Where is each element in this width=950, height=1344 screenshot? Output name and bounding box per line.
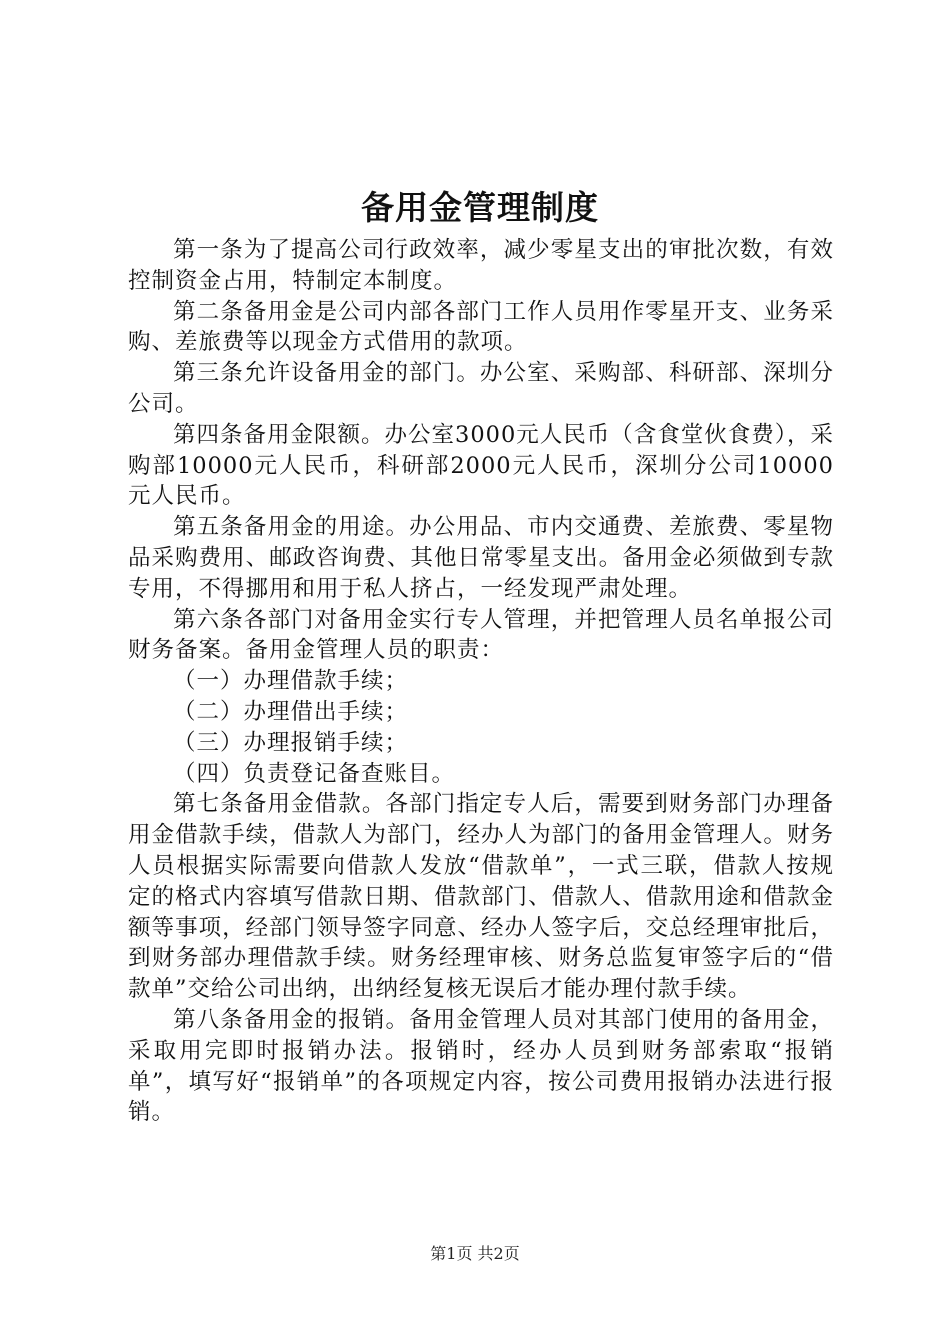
article-6: 第六条各部门对备用金实行专人管理，并把管理人员名单报公司财务备案。备用金管理人员的职责： [128,606,834,664]
article-5: 第五条备用金的用途。办公用品、市内交通费、差旅费、零星物品采购费用、邮政咨询费、其他日常零星支出。备用金必须做到专款专用，不得挪用和用于私人挤占，一经发现严肃处理。 [128,514,834,602]
article-1: 第一条为了提高公司行政效率，减少零星支出的审批次数，有效控制资金占用，特制定本制度。 [128,237,834,294]
article-3: 第三条允许设备用金的部门。办公室、采购部、科研部、深圳分公司。 [128,360,834,417]
duty-item-1: （一）办理借款手续； [173,668,409,695]
document-title: 备用金管理制度 [361,188,599,227]
duty-item-3: （三）办理报销手续； [173,729,409,756]
duty-item-2: （二）办理借出手续； [173,698,409,725]
article-8: 第八条备用金的报销。备用金管理人员对其部门使用的备用金，采取用完即时报销办法。报销时，经办人员到财务部索取“报销单”，填写好“报销单”的各项规定内容，按公司费用报销办法进行报销。 [128,1006,834,1126]
document-body [128,235,834,1128]
duty-item-4: （四）负责登记备查账目。 [173,760,456,787]
page-footer: 第1页 共2页 [430,1244,520,1263]
article-7: 第七条备用金借款。各部门指定专人后，需要到财务部门办理备用金借款手续，借款人为部门，经办人为部门的备用金管理人。财务人员根据实际需要向借款人发放“借款单”，一式三联，借款人按规定的格式内容填写借款日期、借款部门、借款人、借款用途和借款金额等事项，经部门领导签字同意、经办人签字后，交总经理审批后，到财务部办理借款手续。财务经理审核、财务总监复审签字后的“借款单”交给公司出纳，出纳经复核无误后才能办理付款手续。 [128,791,834,1003]
article-4: 第四条备用金限额。办公室3000元人民币（含食堂伙食费），采购部10000元人民币，科研部2000元人民币，深圳分公司10000元人民币。 [128,421,835,510]
article-2: 第二条备用金是公司内部各部门工作人员用作零星开支、业务采购、差旅费等以现金方式借用的款项。 [128,298,834,356]
